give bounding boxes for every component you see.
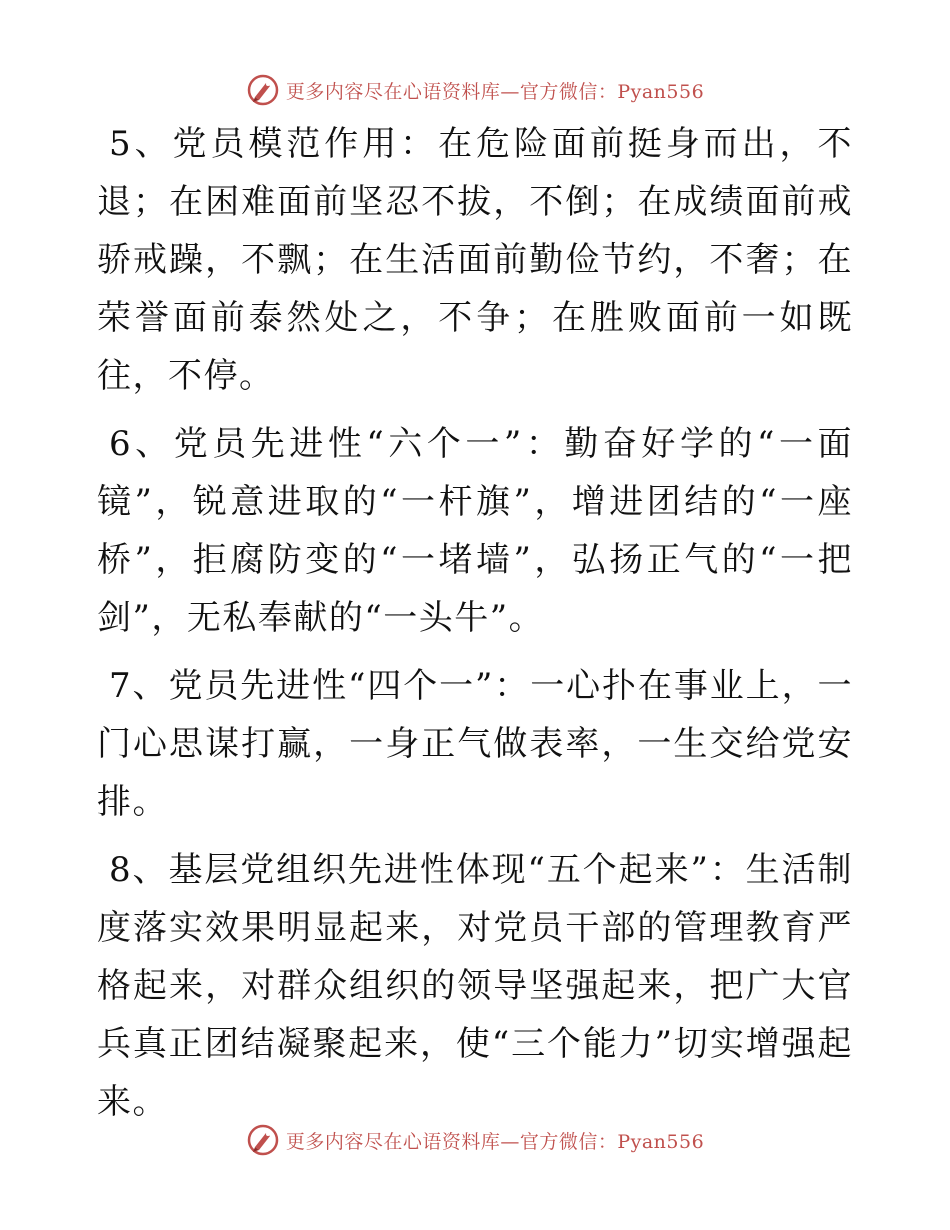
paragraph-text: 基层党组织先进性体现“五个起来”：生活制度落实效果明显起来，对党员干部的管理教育严格起来，对群众组织的领导坚强起来，把广大官兵真正团结凝聚起来，使“三个能力”切实增强起来。 <box>97 850 853 1122</box>
paragraph-7 <box>97 657 853 831</box>
footer-banner-inner <box>246 1123 704 1157</box>
footer-banner-text: 更多内容尽在心语资料库—官方微信：Pyan556 <box>285 1130 705 1153</box>
header-banner-text: 更多内容尽在心语资料库—官方微信：Pyan556 <box>285 80 705 103</box>
paragraph-number: 8、 <box>109 850 169 890</box>
paragraph-text: 党员模范作用：在危险面前挺身而出，不退；在困难面前坚忍不拔，不倒；在成绩面前戒骄戒躁，不飘；在生活面前勤俭节约，不奢；在荣誉面前泰然处之，不争；在胜败面前一如既往，不停。 <box>97 124 853 396</box>
document-body <box>97 115 853 1141</box>
paragraph-number: 7、 <box>109 666 169 706</box>
header-banner-inner <box>246 73 704 107</box>
paragraph-8 <box>97 841 853 1131</box>
footer-banner <box>0 1120 950 1160</box>
paragraph-text: 党员先进性“四个一”：一心扑在事业上，一门心思谋打赢，一身正气做表率，一生交给党安排。 <box>97 666 853 822</box>
pen-logo-icon <box>246 1123 280 1157</box>
paragraph-number: 5、 <box>109 124 173 164</box>
pen-logo-icon <box>246 73 280 107</box>
header-banner <box>0 70 950 110</box>
paragraph-text: 党员先进性“六个一”：勤奋好学的“一面镜”，锐意进取的“一杆旗”，增进团结的“一座桥”，拒腐防变的“一堵墙”，弘扬正气的“一把剑”，无私奉献的“一头牛”。 <box>97 424 853 638</box>
paragraph-6 <box>97 415 853 647</box>
paragraph-number: 6、 <box>109 424 174 464</box>
paragraph-5 <box>97 115 853 405</box>
